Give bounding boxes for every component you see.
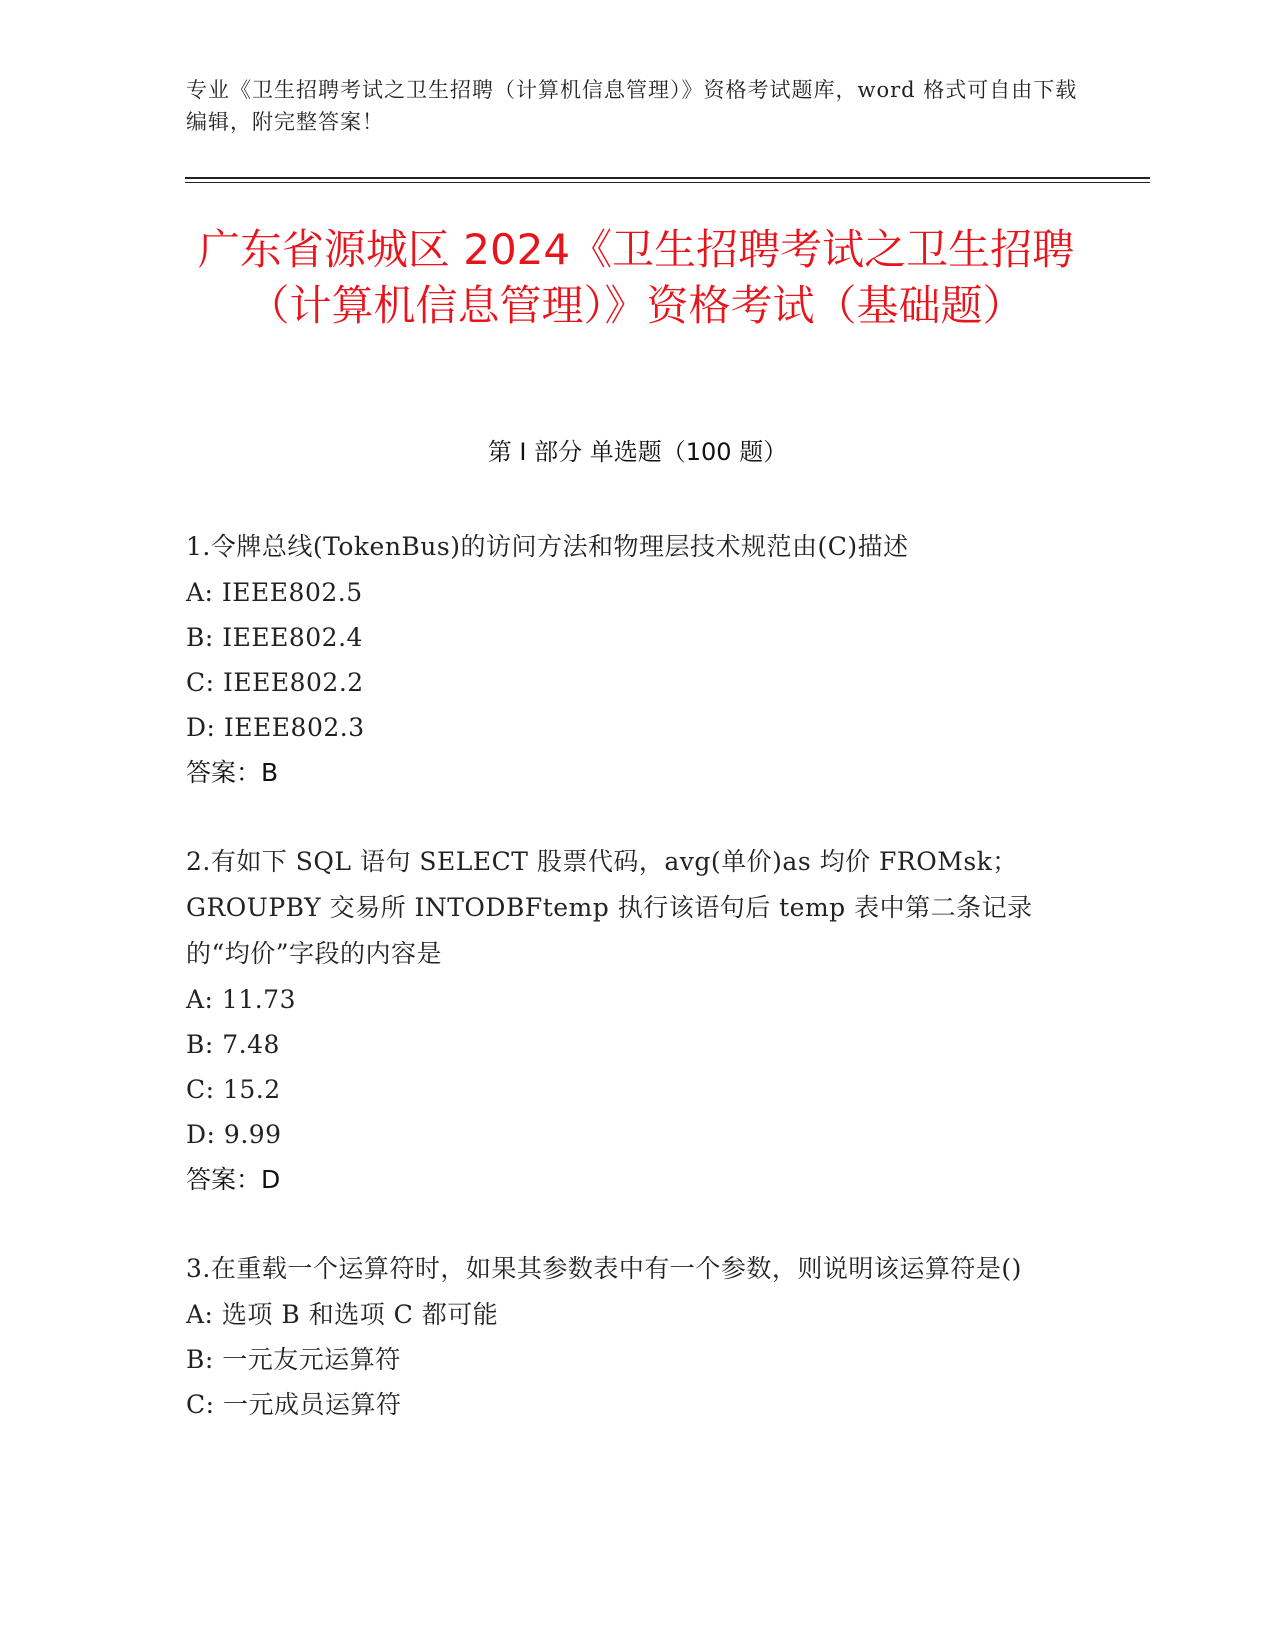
question-3 [186, 1246, 1066, 1427]
section-heading: 第 I 部分 单选题（100 题） [487, 438, 788, 466]
header-divider-thick [185, 177, 1150, 179]
option-c: C: 15.2 [186, 1075, 281, 1104]
option-b: B: 一元友元运算符 [186, 1345, 401, 1374]
question-stem: 1.令牌总线(TokenBus)的访问方法和物理层技术规范由(C)描述 [186, 532, 909, 561]
document-title: 广东省源城区 2024《卫生招聘考试之卫生招聘（计算机信息管理）》资格考试（基础题） [197, 225, 1075, 330]
question-1 [186, 524, 1066, 796]
question-stem: 3.在重载一个运算符时，如果其参数表中有一个参数，则说明该运算符是() [186, 1254, 1022, 1283]
option-d: D: IEEE802.3 [186, 713, 365, 742]
option-c: C: IEEE802.2 [186, 668, 364, 697]
header-divider-thin [185, 182, 1150, 183]
option-a: A: IEEE802.5 [186, 578, 363, 607]
option-b: B: IEEE802.4 [186, 623, 363, 652]
answer-line: 答案：D [186, 1165, 281, 1194]
option-d: D: 9.99 [186, 1120, 282, 1149]
option-b: B: 7.48 [186, 1030, 280, 1059]
question-2 [186, 839, 1066, 1203]
header-note: 专业《卫生招聘考试之卫生招聘（计算机信息管理）》资格考试题库，word 格式可自由下载编辑，附完整答案！ [186, 78, 1078, 134]
question-stem: 2.有如下 SQL 语句 SELECT 股票代码，avg(单价)as 均价 FROMsk；GROUPBY 交易所 INTODBFtemp 执行该语句后 temp 表中第二条记录的“均价”字段的内容是 [186, 847, 1033, 968]
option-c: C: 一元成员运算符 [186, 1390, 402, 1419]
option-a: A: 11.73 [186, 985, 296, 1014]
option-a: A: 选项 B 和选项 C 都可能 [186, 1300, 499, 1329]
answer-line: 答案：B [186, 758, 279, 787]
